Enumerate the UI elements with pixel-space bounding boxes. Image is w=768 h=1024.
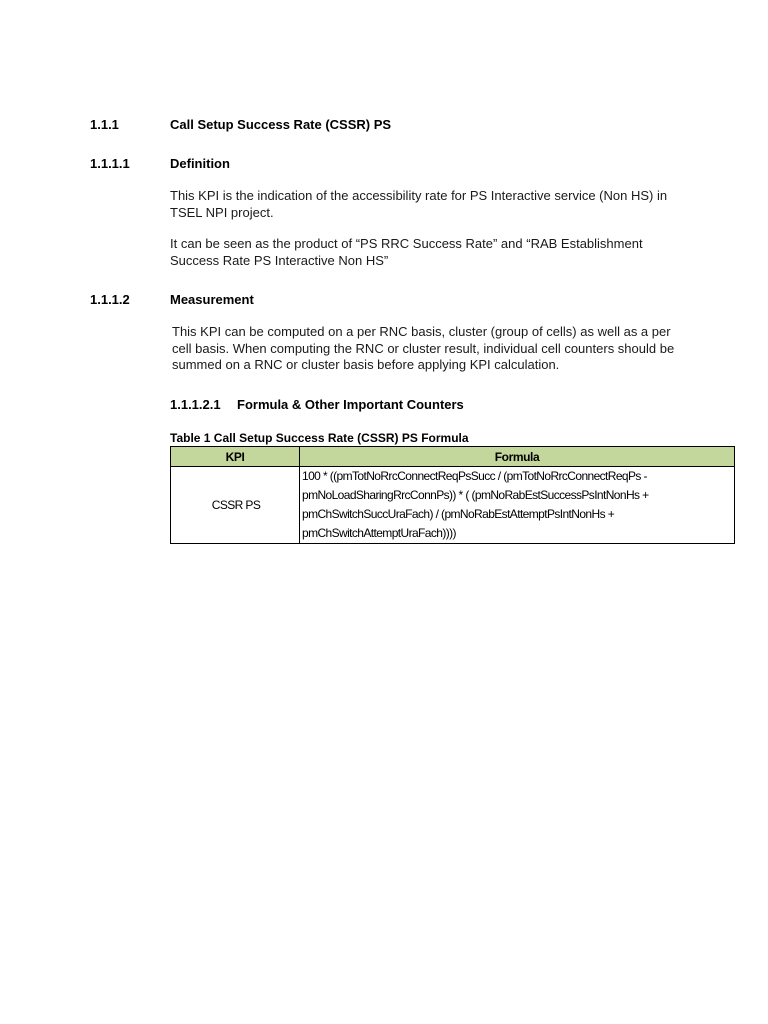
formula-line: 100 * ((pmTotNoRrcConnectReqPsSucc / (pmTotNoRrcConnectReqPs - xyxy=(302,469,647,483)
column-header-formula: Formula xyxy=(300,447,735,467)
table-caption: Table 1 Call Setup Success Rate (CSSR) PS Formula xyxy=(170,431,469,445)
subsubsection-title: Formula & Other Important Counters xyxy=(237,397,464,412)
subsection-number: 1.1.1.2 xyxy=(90,292,130,307)
subsection-number: 1.1.1.1 xyxy=(90,156,130,171)
column-header-kpi: KPI xyxy=(171,447,300,467)
formula-line: pmChSwitchAttemptUraFach)))) xyxy=(302,526,456,540)
table-header-row xyxy=(171,447,735,467)
definition-paragraph: It can be seen as the product of “PS RRC Success Rate” and “RAB Establishment Success Rate PS Interactive Non HS” xyxy=(170,236,643,268)
kpi-name-cell: CSSR PS xyxy=(171,467,300,544)
measurement-paragraph: This KPI can be computed on a per RNC basis, cluster (group of cells) as well as a per cell basis. When computing the RNC or cluster result, individual cell counters should be summed on a RNC or cluster basis before applying KPI calculation. xyxy=(172,324,675,372)
formula-line: pmNoLoadSharingRrcConnPs)) * ( (pmNoRabEstSuccessPsIntNonHs + xyxy=(302,488,649,502)
formula-cell xyxy=(300,467,735,544)
subsubsection-number: 1.1.1.2.1 xyxy=(170,397,221,412)
formula-line: pmChSwitchSuccUraFach) / (pmNoRabEstAttemptPsIntNonHs + xyxy=(302,507,615,521)
definition-paragraph: This KPI is the indication of the accessibility rate for PS Interactive service (Non HS) in TSEL NPI project. xyxy=(170,188,668,220)
kpi-formula-table xyxy=(170,446,735,544)
subsection-title: Measurement xyxy=(170,292,254,307)
section-title: Call Setup Success Rate (CSSR) PS xyxy=(170,117,392,132)
subsection-title: Definition xyxy=(170,156,230,171)
section-number: 1.1.1 xyxy=(90,117,119,132)
table-row xyxy=(171,467,735,544)
